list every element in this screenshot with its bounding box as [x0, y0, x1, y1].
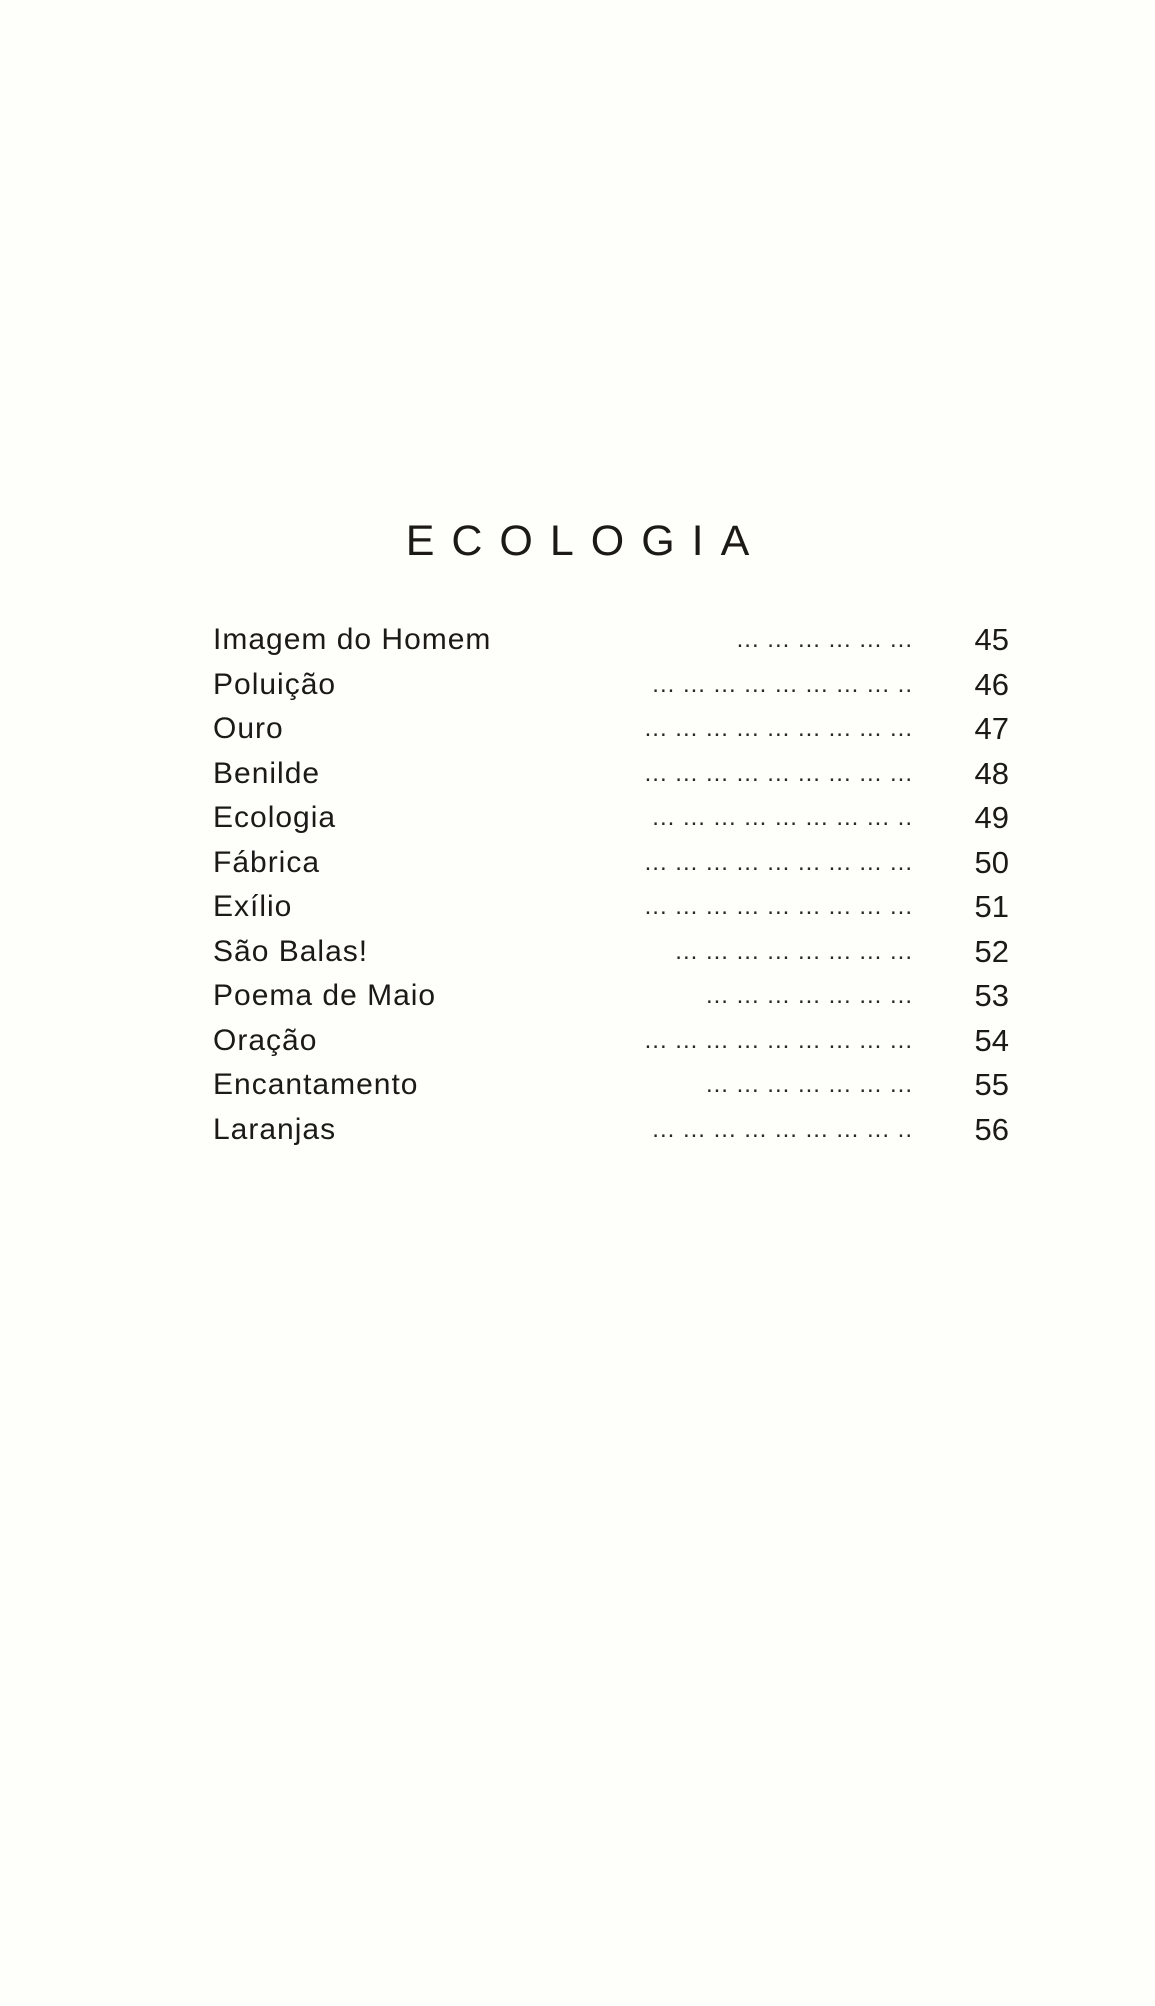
toc-entry [213, 885, 1009, 930]
toc-dot-leader: ... ... ... ... ... ... [736, 626, 913, 653]
toc-page-number: 56 [974, 1111, 1009, 1147]
toc-page-number: 50 [974, 844, 1009, 880]
toc-entry-title: Exílio [213, 890, 293, 923]
toc-page-number: 54 [974, 1022, 1009, 1058]
toc-entry-title: Laranjas [213, 1112, 337, 1146]
toc-dot-leader: ... ... ... ... ... ... ... [705, 1071, 913, 1098]
toc-entry [213, 707, 1009, 752]
toc-entry [213, 841, 1009, 886]
toc-dot-leader: ... ... ... ... ... ... ... ... ... [644, 848, 913, 876]
toc-page-number: 48 [974, 755, 1009, 791]
toc-entry [213, 796, 1009, 841]
toc-page-number: 45 [974, 622, 1009, 657]
toc-dot-leader: .. ... ... ... ... ... ... ... ... [652, 804, 913, 831]
toc-page-number: 46 [974, 666, 1009, 702]
toc-page-number: 49 [974, 800, 1009, 835]
toc-entry-title: Oração [213, 1023, 318, 1057]
toc-page-number: 55 [974, 1067, 1009, 1102]
toc-entry [213, 663, 1009, 708]
toc-entry-title: Benilde [213, 756, 321, 790]
toc-entry-title: Ouro [213, 712, 284, 745]
toc-page-number: 52 [974, 933, 1009, 969]
toc-entry [213, 618, 1009, 663]
toc-entry [213, 974, 1009, 1019]
toc-dot-leader: ... ... ... ... ... ... ... ... ... [644, 759, 913, 787]
toc-entry-title: Imagem do Homem [213, 623, 492, 656]
toc-entry-title: Poema de Maio [213, 979, 437, 1012]
toc-dot-leader: ... ... ... ... ... ... ... ... ... [644, 715, 913, 742]
toc-dot-leader: ... ... ... ... ... ... ... ... ... [644, 893, 913, 920]
table-of-contents [213, 618, 1009, 1152]
toc-entry [213, 752, 1009, 797]
toc-dot-leader: .. ... ... ... ... ... ... ... ... [652, 670, 913, 698]
toc-dot-leader: ... ... ... ... ... ... ... ... ... [644, 1026, 913, 1054]
toc-entry-title: São Balas! [213, 934, 369, 968]
toc-entry [213, 930, 1009, 975]
toc-entry [213, 1063, 1009, 1108]
toc-page-number: 47 [974, 711, 1009, 746]
toc-entry-title: Ecologia [213, 801, 337, 834]
page-title: ECOLOGIA [405, 517, 767, 565]
toc-dot-leader: ... ... ... ... ... ... ... ... [675, 937, 913, 965]
toc-page-number: 51 [974, 889, 1009, 924]
toc-entry-title: Fábrica [213, 845, 321, 879]
toc-dot-leader: ... ... ... ... ... ... ... [705, 982, 913, 1009]
toc-entry-title: Encantamento [213, 1068, 419, 1101]
toc-entry [213, 1019, 1009, 1064]
toc-page-number: 53 [974, 978, 1009, 1013]
toc-dot-leader: .. ... ... ... ... ... ... ... ... [652, 1115, 913, 1143]
toc-entry-title: Poluição [213, 667, 337, 701]
toc-entry [213, 1108, 1009, 1153]
